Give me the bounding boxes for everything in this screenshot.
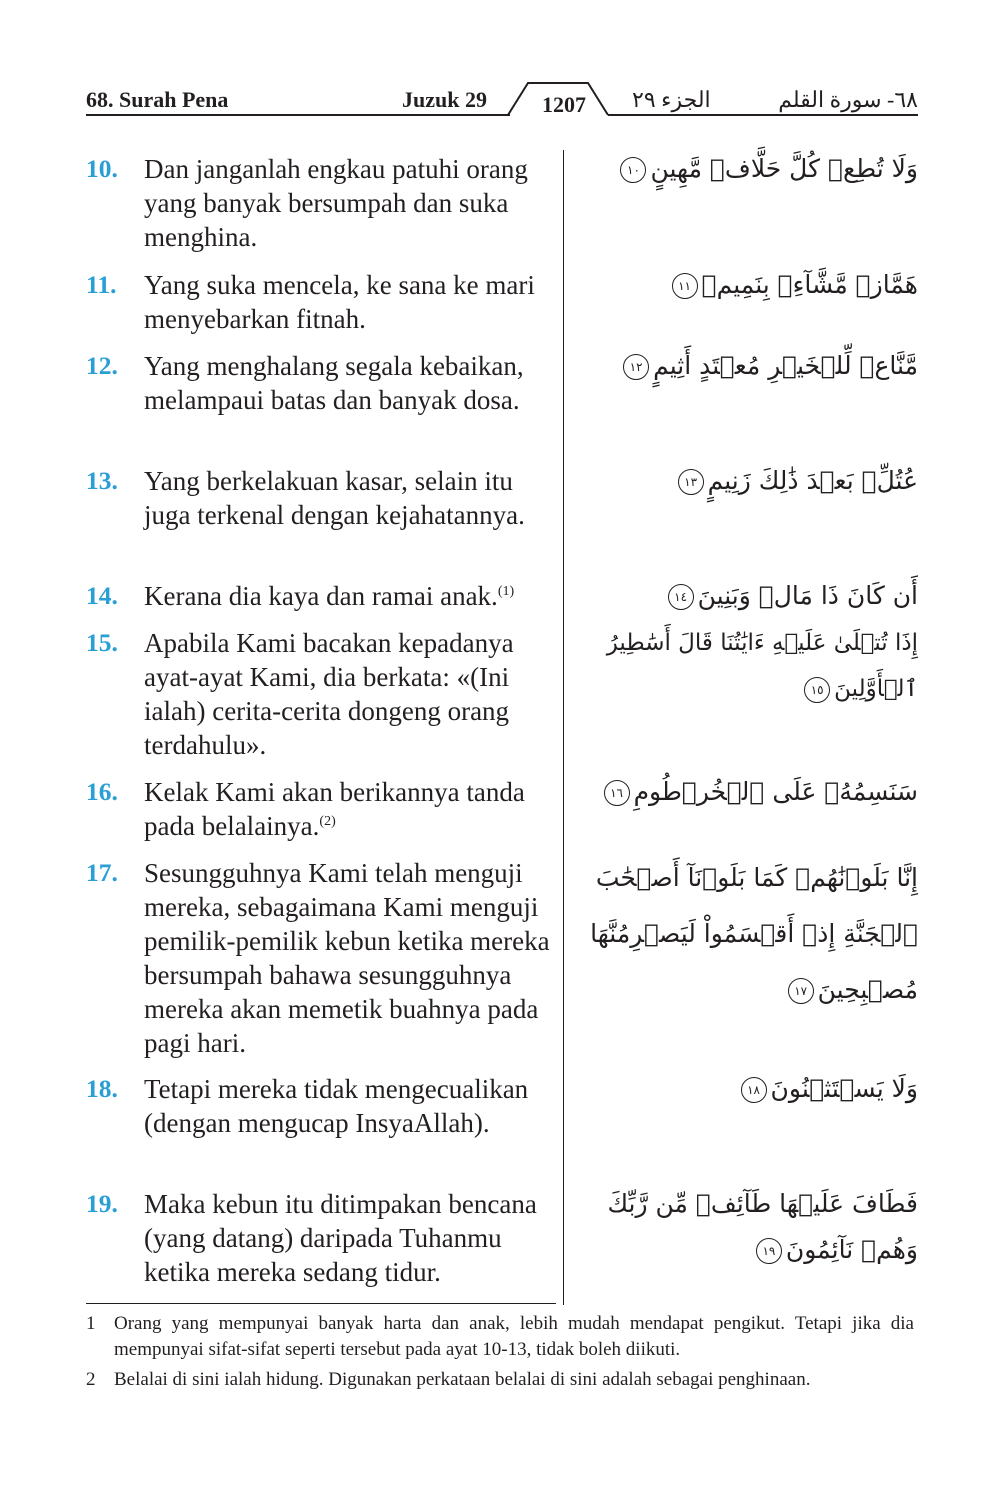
footnote-rule: [86, 1303, 556, 1304]
arabic-text: سَنَسِمُهُۥ عَلَى ٱلۡخُرۡطُومِ: [633, 777, 918, 806]
header-rule-right: [608, 114, 918, 116]
ayah-number-marker: ١٠: [620, 157, 646, 183]
header-rule-left: [86, 114, 510, 116]
footnote-number: 2: [86, 1369, 96, 1390]
ayah-number-marker: ١٥: [804, 677, 830, 703]
ayah-number-marker: ١٢: [623, 354, 649, 380]
verse-translation: Dan janganlah engkau patuhi orang yang banyak bersumpah dan suka menghina.: [144, 154, 528, 252]
ayah-number-marker: ١١: [672, 273, 698, 299]
verse-arabic: [578, 620, 918, 712]
verse-number: 16.: [86, 777, 118, 806]
verse-arabic: [578, 769, 918, 815]
footnote-number: 1: [86, 1313, 96, 1334]
verse-translation: Maka kebun itu ditimpakan bencana (yang datang) daripada Tuhanmu ketika mereka sedang tidur.: [144, 1189, 537, 1287]
juz-label-latin: Juzuk 29: [402, 87, 487, 112]
verse-translation: Yang suka mencela, ke sana ke mari menyebarkan fitnah.: [144, 270, 535, 334]
verse-number: 15.: [86, 628, 118, 657]
arabic-text: وَلَا يَسۡتَثۡنُونَ: [770, 1074, 918, 1103]
verse-number: 18.: [86, 1074, 118, 1103]
arabic-text: أَن كَانَ ذَا مَالٖ وَبَنِينَ: [697, 581, 918, 610]
arabic-text: وَلَا تُطِعۡ كُلَّ حَلَّافٖ مَّهِينٍ: [650, 154, 918, 183]
verse-translation: [144, 579, 556, 613]
juz-label-arabic: الجزء ٢٩: [632, 87, 711, 112]
verse-number: 19.: [86, 1189, 118, 1218]
footnote-reference: (2): [319, 814, 336, 829]
arabic-text: مَّنَّاعٖ لِّلۡخَيۡرِ مُعۡتَدٍ أَثِيمٍ: [653, 351, 918, 380]
verse-number: 10.: [86, 154, 118, 183]
footnote-text: Orang yang mempunyai banyak harta dan anak, lebih mudah mendapat pengikut. Tetapi jika dia mempunyai sifat-sifat seperti tersebut pada ayat 10-13, tidak boleh diikuti.: [114, 1313, 914, 1360]
ayah-number-marker: ١٩: [756, 1238, 782, 1264]
page-number: 1207: [542, 92, 586, 117]
verse-translation: Yang menghalang segala kebaikan, melampaui batas dan banyak dosa.: [144, 351, 524, 415]
ayah-number-marker: ١٧: [788, 978, 814, 1004]
verse-translation: [144, 775, 556, 843]
verse-arabic: [578, 262, 918, 308]
footnote-text: Belalai di sini ialah hidung. Digunakan perkataan belalai di sini adalah sebagai penghinaan.: [114, 1369, 811, 1390]
verse-arabic: [578, 1066, 918, 1112]
arabic-text: إِذَا تُتۡلَىٰ عَلَيۡهِ ءَايَٰتُنَا قَالَ أَسَٰطِيرُ ٱلۡأَوَّلِينَ: [606, 630, 918, 702]
verse-arabic: [578, 1181, 918, 1273]
verse-arabic: [578, 850, 918, 1018]
arabic-text: إِنَّا بَلَوۡنَٰهُمۡ كَمَا بَلَوۡنَآ أَصۡحَٰبَ ٱلۡجَنَّةِ إِذۡ أَقۡسَمُواْ لَيَصۡرِمُنَّهَا مُصۡبِحِينَ: [590, 863, 918, 1004]
verse-number: 12.: [86, 351, 118, 380]
ayah-number-marker: ١٣: [678, 469, 704, 495]
ayah-number-marker: ١٦: [604, 780, 630, 806]
verse-translation: Apabila Kami bacakan kepadanya ayat-ayat Kami, dia berkata: «(Ini ialah) cerita-cerita dongeng orang terdahulu».: [144, 628, 514, 760]
verse-translation-text: Kelak Kami akan berikannya tanda pada belalainya.: [144, 777, 525, 841]
verse-translation-text: Kerana dia kaya dan ramai anak.: [144, 581, 498, 611]
verse-translation: Tetapi mereka tidak mengecualikan (dengan mengucap InsyaAllah).: [144, 1074, 529, 1138]
surah-title-latin: 68. Surah Pena: [86, 87, 229, 112]
column-divider: [563, 150, 564, 1305]
footnote-reference: (1): [497, 584, 515, 599]
surah-title-arabic: ٦٨- سورة القلم: [778, 87, 918, 112]
arabic-text: هَمَّازٖ مَّشَّآءِۭ بِنَمِيمٖ: [701, 270, 918, 299]
arabic-text: فَطَافَ عَلَيۡهَا طَآئِفٞ مِّن رَّبِّكَ وَهُمۡ نَآئِمُونَ: [607, 1189, 918, 1264]
verse-arabic: [578, 458, 918, 504]
arabic-text: عُتُلِّۭ بَعۡدَ ذَٰلِكَ زَنِيمٍ: [707, 466, 918, 495]
verse-number: 14.: [86, 581, 118, 610]
ayah-number-marker: ١٨: [741, 1077, 767, 1103]
ayah-number-marker: ١٤: [668, 584, 694, 610]
verse-arabic: [578, 146, 918, 192]
verse-translation: Sesungguhnya Kami telah menguji mereka, sebagaimana Kami menguji pemilik-pemilik kebun ketika mereka bersumpah bahawa sesungguhnya mereka akan memetik buahnya pada pagi hari.: [144, 858, 550, 1058]
verse-number: 11.: [86, 270, 117, 299]
verse-arabic: [578, 573, 918, 619]
page-header: [0, 0, 1000, 130]
verse-translation: Yang berkelakuan kasar, selain itu juga terkenal dengan kejahatannya.: [144, 466, 525, 530]
verse-number: 17.: [86, 858, 118, 887]
verse-arabic: [578, 343, 918, 389]
verse-number: 13.: [86, 466, 118, 495]
